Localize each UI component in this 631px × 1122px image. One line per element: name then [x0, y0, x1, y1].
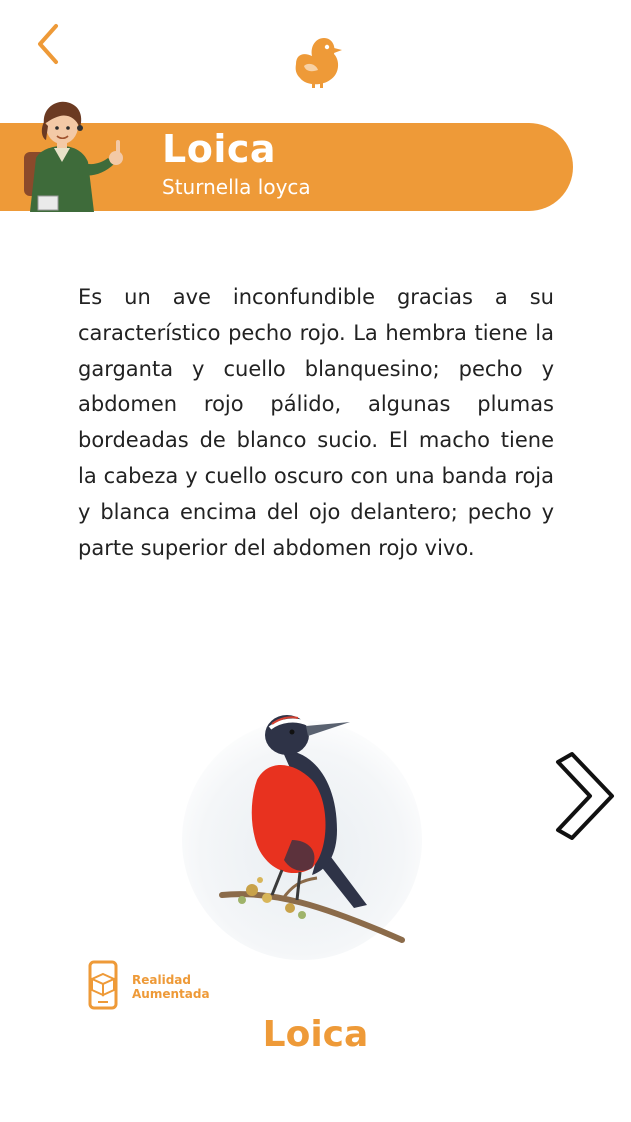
species-title: Loica: [162, 127, 277, 171]
ar-label-line1: Realidad: [132, 973, 191, 987]
chevron-right-icon: [548, 750, 618, 842]
phone-cube-icon: [88, 960, 122, 1010]
ar-label-line2: Aumentada: [132, 987, 210, 1001]
species-description: Es un ave inconfundible gracias a su característico pecho rojo. La hembra tiene la garganta y cuello blanquesino; pecho y abdomen rojo pálido, algunas plumas bordeadas de blanco sucio. El macho tiene la cabeza y cuello oscuro con una banda roja y blanca encima del ojo delantero; pecho y parte superior del abdomen rojo vivo.: [78, 285, 554, 560]
ar-label: [132, 973, 228, 1001]
chevron-left-icon: [30, 22, 70, 66]
loica-bird-illustration: [172, 690, 434, 965]
augmented-reality-button[interactable]: [88, 960, 228, 1010]
illustration-caption: Loica: [262, 1014, 369, 1055]
guide-character-illustration: [16, 100, 134, 212]
scientific-name: Sturnella loyca: [162, 175, 311, 199]
chick-icon: [290, 34, 342, 90]
back-button[interactable]: [30, 22, 70, 66]
next-button[interactable]: [548, 750, 618, 842]
